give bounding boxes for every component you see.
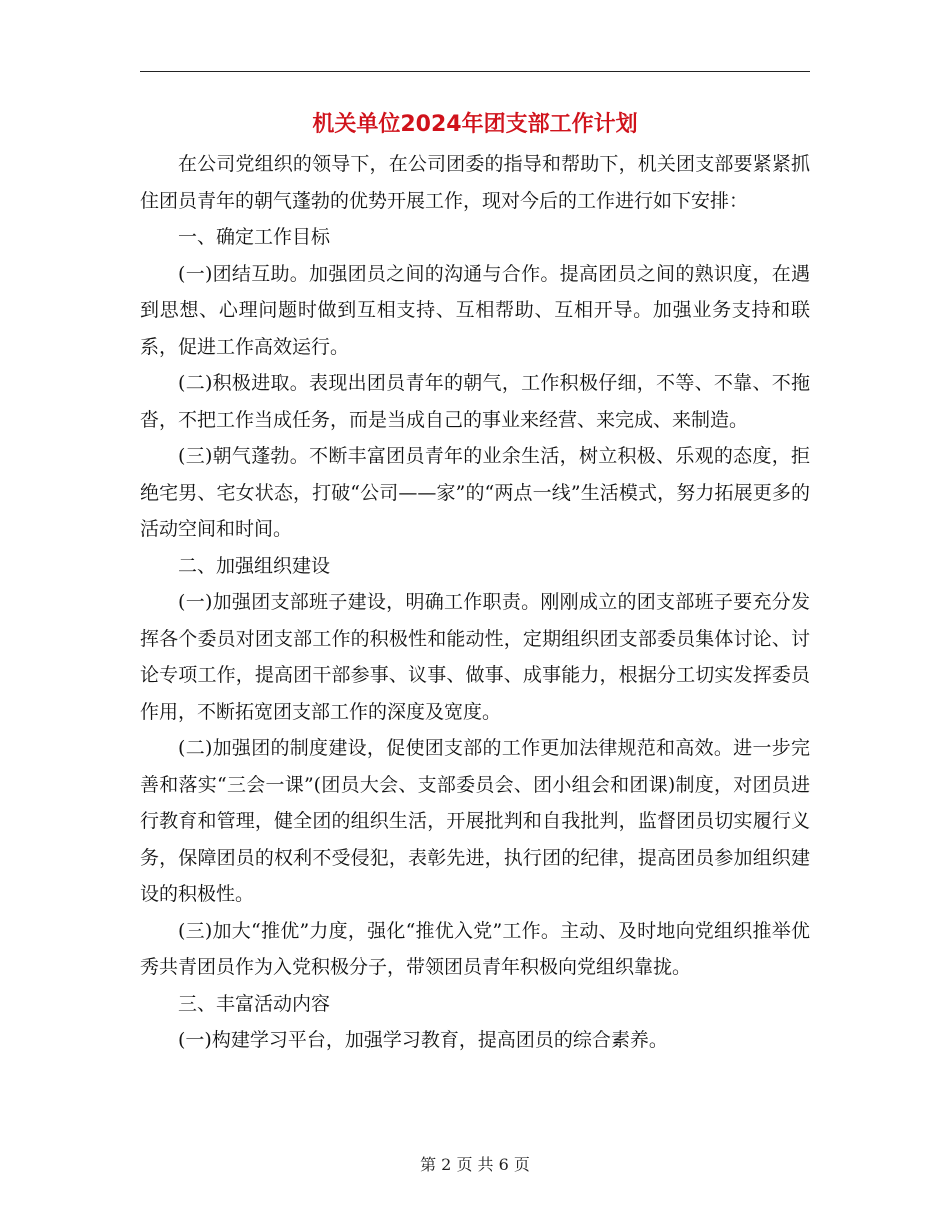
header-rule bbox=[140, 71, 810, 72]
paragraph-intro: 在公司党组织的领导下，在公司团委的指导和帮助下，机关团支部要紧紧抓住团员青年的朝气蓬勃的优势开展工作，现对今后的工作进行如下安排： bbox=[140, 153, 810, 212]
paragraph: (一)团结互助。加强团员之间的沟通与合作。提高团员之间的熟识度，在遇到思想、心理问题时做到互相支持、互相帮助、互相开导。加强业务支持和联系，促进工作高效运行。 bbox=[140, 262, 810, 358]
section-heading-1: 一、确定工作目标 bbox=[178, 226, 331, 248]
paragraph: (三)朝气蓬勃。不断丰富团员青年的业余生活，树立积极、乐观的态度，拒绝宅男、宅女状态，打破“公司——家”的“两点一线”生活模式，努力拓展更多的活动空间和时间。 bbox=[140, 445, 810, 540]
document-title: 机关单位2024年团支部工作计划 bbox=[312, 112, 638, 137]
document-body bbox=[140, 146, 810, 1059]
paragraph: (二)积极进取。表现出团员青年的朝气，工作积极仔细，不等、不靠、不拖沓，不把工作当成任务，而是当成自己的事业来经营、来完成、来制造。 bbox=[140, 372, 810, 431]
section-heading-2: 二、加强组织建设 bbox=[178, 554, 331, 577]
page-footer: 第 2 页 共 6 页 bbox=[420, 1155, 530, 1174]
section-heading-3: 三、丰富活动内容 bbox=[178, 992, 331, 1015]
paragraph: (三)加大“推优”力度，强化“推优入党”工作。主动、及时地向党组织推举优秀共青团员作为入党积极分子，带领团员青年积极向党组织靠拢。 bbox=[140, 919, 810, 978]
paragraph: (二)加强团的制度建设，促使团支部的工作更加法律规范和高效。进一步完善和落实“三会一课”(团员大会、支部委员会、团小组会和团课)制度，对团员进行教育和管理，健全团的组织生活，开展批判和自我批判，监督团员切实履行义务，保障团员的权利不受侵犯，表彰先进，执行团的纪律，提高团员参加组织建设的积极性。 bbox=[140, 737, 810, 905]
paragraph: (一)构建学习平台，加强学习教育，提高团员的综合素养。 bbox=[178, 1029, 668, 1051]
paragraph: (一)加强团支部班子建设，明确工作职责。刚刚成立的团支部班子要充分发挥各个委员对团支部工作的积极性和能动性，定期组织团支部委员集体讨论、讨论专项工作，提高团干部参事、议事、做事、成事能力，根据分工切实发挥委员作用，不断拓宽团支部工作的深度及宽度。 bbox=[140, 591, 810, 723]
